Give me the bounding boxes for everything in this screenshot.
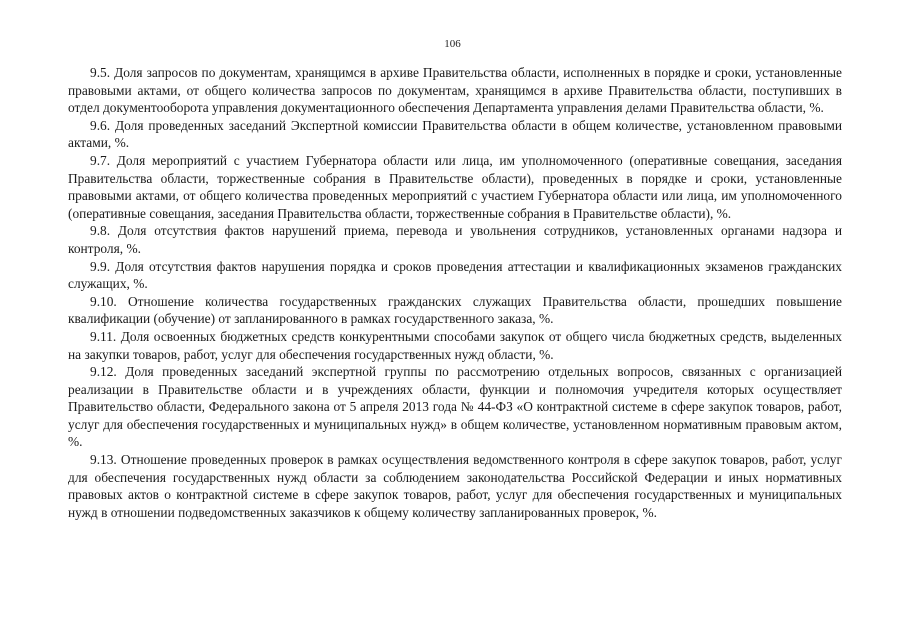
paragraph-9-7: 9.7. Доля мероприятий с участием Губернатора области или лица, им уполномоченного (оперативные совещания, заседания Правительства области, торжественные собрания в Правительстве области), проведенных в порядке и сроки, установленные правовыми актами, от общего количества проведенных мероприятий с участием Губернатора области или лица, им уполномоченного (оперативные совещания, заседания Правительства области, торжественные собрания в Правительстве области), %. — [68, 152, 842, 221]
paragraph-9-5: 9.5. Доля запросов по документам, хранящимся в архиве Правительства области, исполненных в порядке и сроки, установленные правовыми актами, от общего количества запросов по документам, хранящимся в архиве Правительства области, поступивших в отдел документооборота управления документационного обеспечения Департамента управления делами Правительства области, %. — [68, 65, 842, 116]
paragraph-9-12: 9.12. Доля проведенных заседаний экспертной группы по рассмотрению отдельных вопросов, связанных с организацией реализации в Правительстве области и в учреждениях области, функции и полномочия учредителя которых осуществляет Правительство области, Федерального закона от 5 апреля 2013 года № 44-ФЗ «О контрактной системе в сфере закупок товаров, работ, услуг для обеспечения государственных и муниципальных нужд» в общем количестве, установленном нормативным правовым актом, %. — [68, 364, 842, 450]
paragraph-9-6: 9.6. Доля проведенных заседаний Экспертной комиссии Правительства области в общем количестве, установленном правовыми актами, %. — [68, 117, 842, 151]
paragraph-9-11: 9.11. Доля освоенных бюджетных средств конкурентными способами закупок от общего числа бюджетных средств, выделенных на закупки товаров, работ, услуг для обеспечения государственных нужд области, %. — [68, 328, 842, 362]
paragraph-9-10: 9.10. Отношение количества государственных гражданских служащих Правительства области, прошедших повышение квалификации (обучение) от запланированного в рамках государственного заказа, %. — [68, 293, 842, 327]
page-number: 106 — [444, 38, 461, 50]
paragraph-9-9: 9.9. Доля отсутствия фактов нарушения порядка и сроков проведения аттестации и квалификационных экзаменов гражданских служащих, %. — [68, 258, 842, 292]
paragraph-9-13: 9.13. Отношение проведенных проверок в рамках осуществления ведомственного контроля в сфере закупок товаров, работ, услуг для обеспечения государственных нужд области за соблюдением законодательства Российской Федерации и иных нормативных правовых актов о контрактной системе в сфере закупок товаров, работ, услуг для обеспечения государственных и муниципальных нужд в отношении подведомственных заказчиков к общему количеству запланированных проверок, %. — [68, 452, 842, 520]
paragraph-9-8: 9.8. Доля отсутствия фактов нарушений приема, перевода и увольнения сотрудников, установленных органами надзора и контроля, %. — [68, 223, 842, 256]
document-body — [68, 64, 842, 521]
